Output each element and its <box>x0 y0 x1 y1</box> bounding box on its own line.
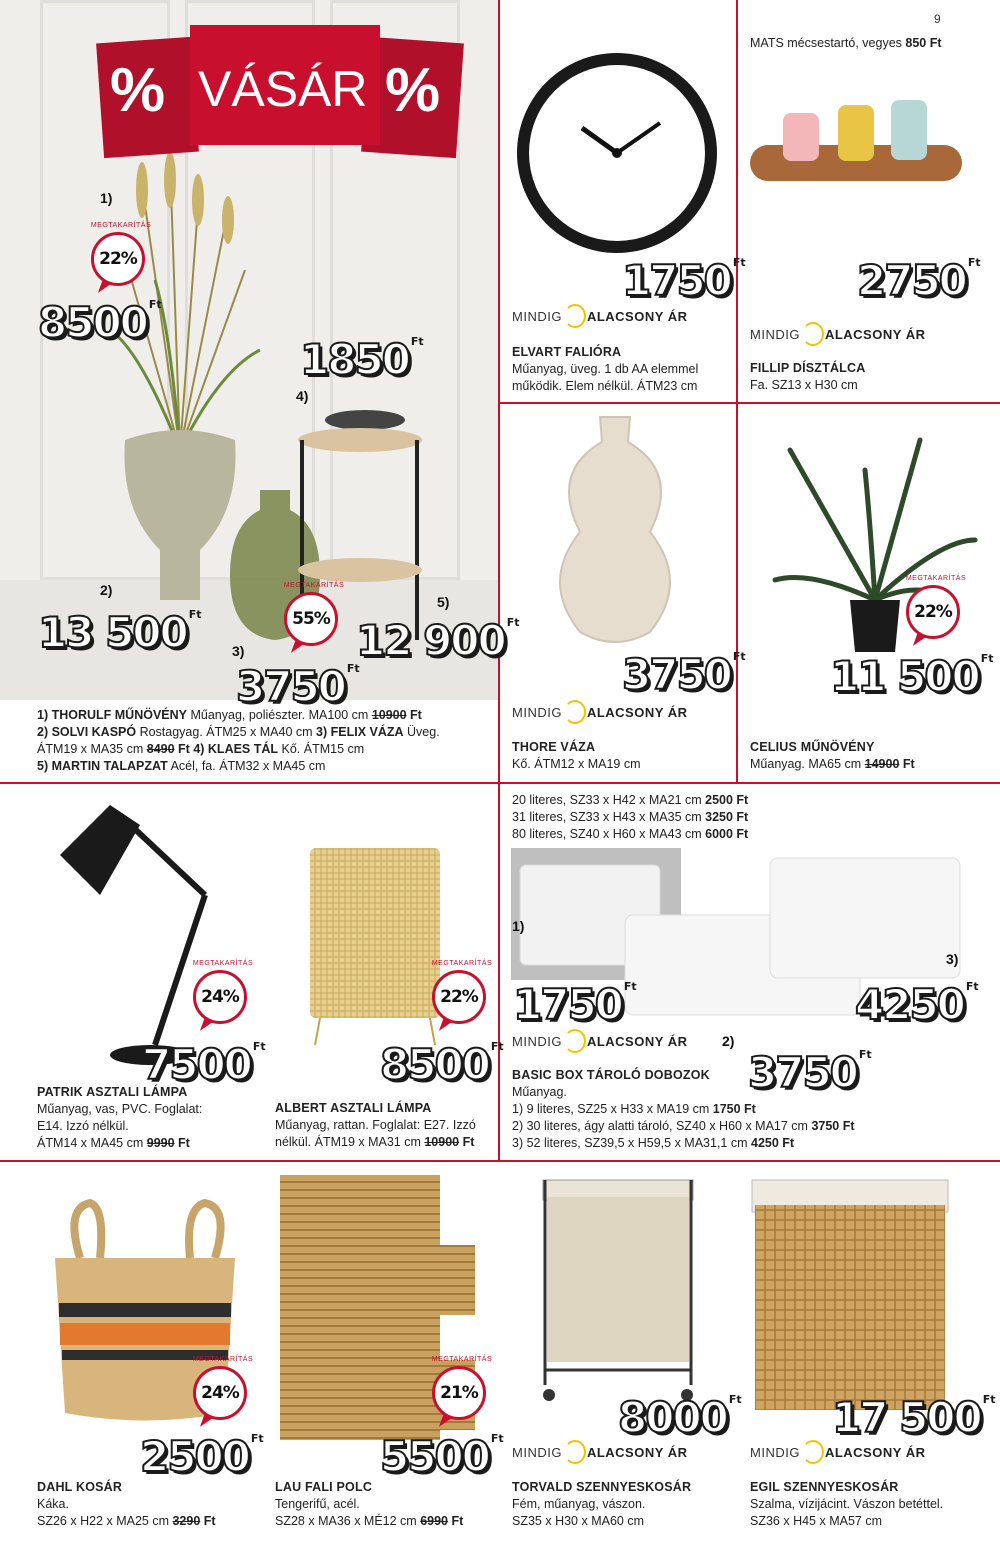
divider <box>498 782 500 1160</box>
lamp2-description: ALBERT ASZTALI LÁMPA Műanyag, rattan. Foglalat: E27. Izzó nélkül. ÁTM19 x MA31 cm 10900 Ft <box>275 1101 476 1149</box>
price-thore: 3750 $^{Ft}$ <box>622 650 746 699</box>
divider <box>0 782 1000 784</box>
item-number: 2) <box>100 582 113 598</box>
tray-description: FILLIP DÍSZTÁLCA Fa. SZ13 x H30 cm <box>750 361 866 392</box>
mindig-logo: MINDIG ALACSONY ÁR <box>750 322 926 346</box>
clock-description: ELVART FALIÓRA Műanyag, üveg. 1 db AA elemmel működik. Elem nélkül. ÁTM23 cm <box>512 345 699 393</box>
lamp1-description: PATRIK ASZTALI LÁMPA Műanyag, vas, PVC. Foglalat: E14. Izzó nélkül. ÁTM14 x MA45 cm 9990 Ft <box>37 1085 203 1150</box>
price-torvald: 8000 $^{Ft}$ <box>618 1393 742 1442</box>
discount-badge: MEGTAKARÍTÁS 55% <box>284 592 338 646</box>
boxes-extra: 20 literes, SZ33 x H42 x MA21 cm 2500 Ft 31 literes, SZ33 x H43 x MA35 cm 3250 Ft 80 literes, SZ40 x H60 x MA43 cm 6000 Ft <box>512 793 749 841</box>
item-number: 4) <box>296 388 309 404</box>
price-lau: 5500 $^{Ft}$ <box>380 1432 504 1481</box>
shelf-description: LAU FALI POLC Tengerifű, acél. SZ28 x MA36 x MÉ12 cm 6990 Ft <box>275 1480 464 1528</box>
egil-laundry-image <box>750 1175 950 1415</box>
mindig-logo: MINDIG ALACSONY ÁR <box>750 1440 926 1464</box>
discount-badge: MEGTAKARÍTÁS 22% <box>91 232 145 286</box>
tray-extra: MATS mécsestartó, vegyes 850 Ft <box>750 36 942 50</box>
banner-title: VÁSÁR <box>198 61 368 117</box>
price-box-1: 1750 $^{Ft}$ <box>513 980 637 1029</box>
price-solvi: 13 500 $^{Ft}$ <box>38 608 202 657</box>
discount-badge: MEGTAKARÍTÁS 24% <box>193 1366 247 1420</box>
price-box-3: 4250 $^{Ft}$ <box>855 980 979 1029</box>
albert-lamp-image <box>300 840 450 1050</box>
mindig-logo: MINDIG ALACSONY ÁR <box>512 1440 688 1464</box>
mindig-logo: MINDIG ALACSONY ÁR <box>512 1029 688 1053</box>
mindig-logo: MINDIG ALACSONY ÁR <box>512 700 688 724</box>
price-egil: 17 500 $^{Ft}$ <box>832 1393 996 1442</box>
price-martin: 12 900 $^{Ft}$ <box>356 616 520 665</box>
laundry2-description: EGIL SZENNYESKOSÁR Szalma, vízijácint. Vászon betéttel. SZ36 x H45 x MA57 cm <box>750 1480 944 1528</box>
price-dahl: 2500 $^{Ft}$ <box>140 1432 264 1481</box>
price-albert: 8500 $^{Ft}$ <box>380 1040 504 1089</box>
page-number: 9 <box>934 12 941 26</box>
item-number: 1) <box>100 190 113 206</box>
price-celius: 11 500 $^{Ft}$ <box>830 652 994 701</box>
thore-vase-image <box>540 412 690 652</box>
price-fillip: 2750 $^{Ft}$ <box>857 256 981 305</box>
item-number: 2) <box>722 1033 735 1049</box>
torvald-laundry-image <box>535 1175 700 1405</box>
divider <box>0 1160 1000 1162</box>
price-felix: 3750 $^{Ft}$ <box>236 662 360 711</box>
basket-description: DAHL KOSÁR Káka. SZ26 x H22 x MA25 cm 3290 Ft <box>37 1480 216 1528</box>
price-elvart: 1750 $^{Ft}$ <box>622 256 746 305</box>
price-patrik: 7500 $^{Ft}$ <box>142 1040 266 1089</box>
hero-description: 1) THORULF MŰNÖVÉNY Műanyag, poliészter. MA100 cm 10900 Ft 2) SOLVI KASPÓ Rostagyag. ÁTM25 x MA40 cm 3) FELIX VÁZA Üveg. ÁTM19 x MA35 cm 8490 Ft 4) KLAES TÁL Kő. ÁTM15 cm 5) MARTIN TALAPZAT Acél, fa. ÁTM32 x MA45 cm <box>37 708 440 773</box>
mindig-logo: MINDIG ALACSONY ÁR <box>512 304 688 328</box>
discount-badge: MEGTAKARÍTÁS 22% <box>432 970 486 1024</box>
item-number: 5) <box>437 594 450 610</box>
patrik-lamp-image <box>40 795 230 1075</box>
box-image <box>765 848 965 983</box>
item-number: 1) <box>512 918 525 934</box>
price-klaes: 1850 $^{Ft}$ <box>300 335 424 384</box>
plant-description: CELIUS MŰNÖVÉNY Műanyag. MA65 cm 14900 Ft <box>750 740 915 771</box>
discount-badge: MEGTAKARÍTÁS 22% <box>906 585 960 639</box>
discount-badge: MEGTAKARÍTÁS 21% <box>432 1366 486 1420</box>
item-number: 3) <box>232 643 245 659</box>
sale-banner <box>100 20 460 160</box>
clock-image <box>512 48 722 258</box>
price-box-2: 3750 $^{Ft}$ <box>748 1048 872 1097</box>
discount-badge: MEGTAKARÍTÁS 24% <box>193 970 247 1024</box>
boxes-description: BASIC BOX TÁROLÓ DOBOZOK Műanyag. 1) 9 literes, SZ25 x H33 x MA19 cm 1750 Ft 2) 30 literes, ágy alatti tároló, SZ40 x H60 x MA17 cm 3750 Ft 3) 52 literes, SZ39,5 x H59,5 x MA31,1 cm 4250 Ft <box>512 1068 855 1150</box>
laundry1-description: TORVALD SZENNYESKOSÁR Fém, műanyag, vászon. SZ35 x H30 x MA60 cm <box>512 1480 692 1528</box>
divider <box>498 402 1000 404</box>
vase-description: THORE VÁZA Kő. ÁTM12 x MA19 cm <box>512 740 641 771</box>
tray-image <box>748 95 964 195</box>
price-thorulf: 8500 $^{Ft}$ <box>38 298 162 347</box>
banner-percent-right: % <box>385 56 441 125</box>
item-number: 3) <box>946 951 959 967</box>
banner-percent-left: % <box>110 56 166 125</box>
